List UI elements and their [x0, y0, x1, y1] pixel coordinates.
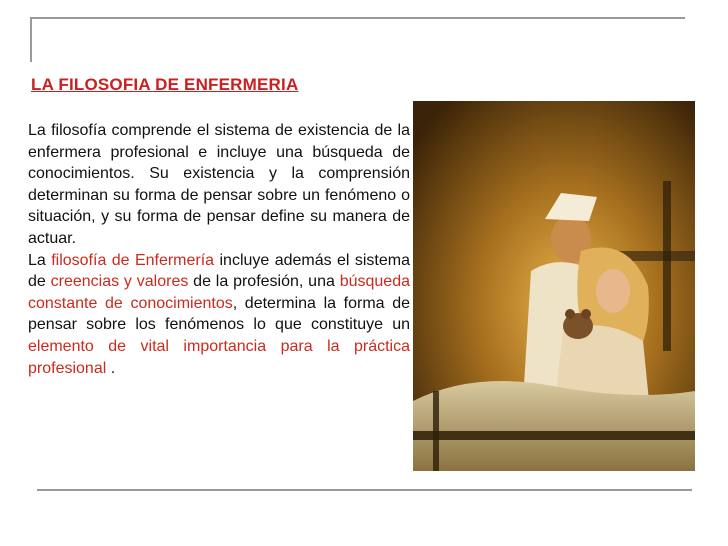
- left-rule: [30, 17, 32, 62]
- highlight-knowledge-search: búsqueda constante de conocimientos: [28, 273, 410, 312]
- top-rule: [30, 17, 685, 19]
- body-text: [28, 120, 410, 379]
- text-segment: , determina la forma de pensar sobre los fenómenos lo que constituye un: [28, 294, 410, 334]
- paragraph-philosophy: La filosofía comprende el sistema de existencia de la enfermera profesional e incluye una búsqueda de conocimientos. Su existencia y la comprensión determinan su forma de pensar sobre un fenómeno o situación, y su forma de pensar define su manera de actuar.: [28, 122, 410, 247]
- text-segment: .: [106, 359, 116, 377]
- text-segment: La: [28, 251, 52, 269]
- slide-title: LA FILOSOFIA DE ENFERMERIA: [31, 75, 299, 94]
- nurse-with-child-photo: [413, 101, 695, 471]
- text-segment: incluye además el sistema de: [28, 251, 411, 291]
- bottom-rule: [37, 489, 692, 491]
- text-segment: de la profesión, una: [188, 273, 340, 291]
- paragraph-nursing-philosophy: [28, 250, 410, 380]
- highlight-vital-element: elemento de vital importancia para la práctica profesional: [28, 337, 410, 377]
- highlight-nursing-philosophy: filosofía de Enfermería: [51, 251, 215, 269]
- highlight-beliefs-values: creencias y valores: [50, 273, 189, 291]
